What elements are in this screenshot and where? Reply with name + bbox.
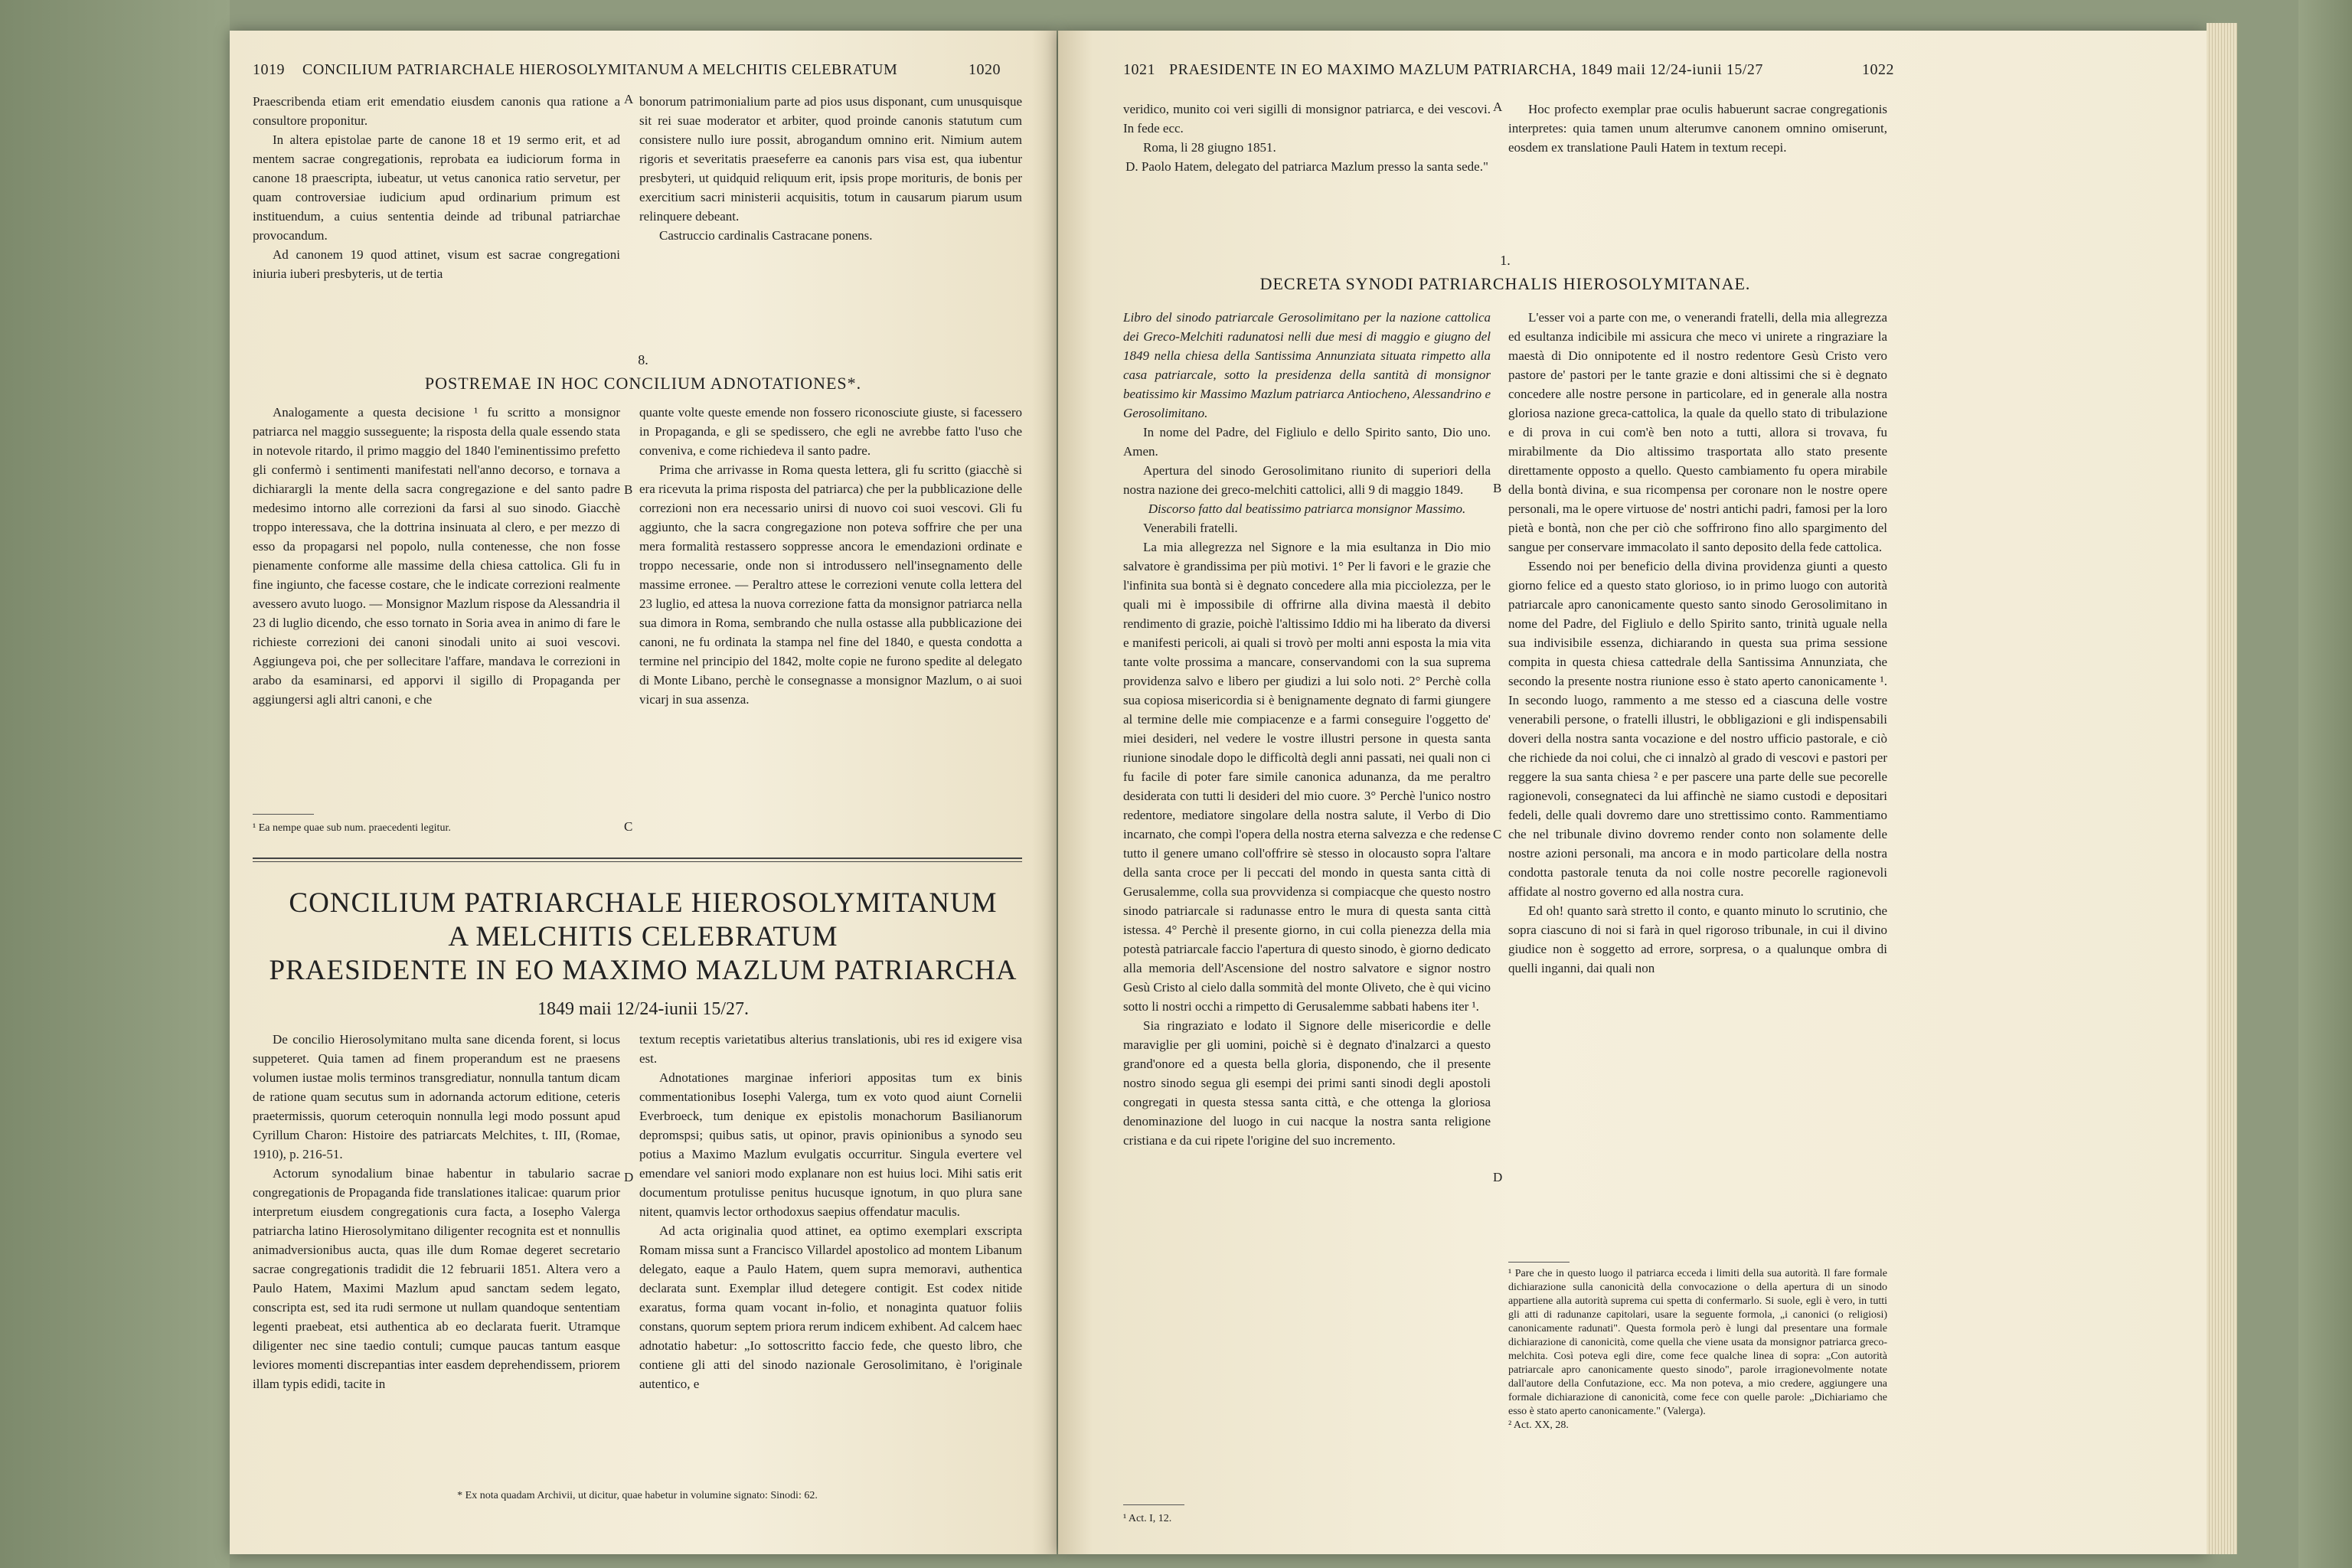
paragraph: La mia allegrezza nel Signore e la mia esultanza in Dio mio salvatore è grandissima per più motivi. 1° Per li favori e le grazie che l'infinita sua bontà si è degnato concedere alla mia picciolezza, per le quali mi è impossibile di offrirne alla divina maestà il debito rendimento di grazie, poichè l'altissimo Iddio mi ha liberato da diversi e manifesti pericoli, ai quali si trovò per molti anni esposta la mia vita tante volte prossima a mancare, conservandomi con la sua suprema providenza salvo e libero per giudizi a lui solo noti. 2° Perchè colla sua copiosa misericordia si è benignamente degnato di farmi giungere al termine delle mie compiacenze e a farmi conseguire l'oggetto de' miei desideri, nel vedere le vostre illustri persone in questa santa riunione sinodale dopo le difficoltà degli anni passati, nei quali non ci fu facile di poter fare simile canonica adunanza, da me peraltro desiderata con tutti li desideri del mio cuore. 3° Perchè l'unico nostro redentore, mediatore singolare della nostra salute, il Verbo di Dio incarnato, che compì l'opera della nostra eterna salvezza e che redense tutto il genere umano coll'offrire sè stesso in olocausto sopra l'altare della santa croce per li peccati del mondo in questa santa città di Gerusalemme, colla sua provvidenza si compiacque che questo nostro sinodo patriarcale si radunasse entro le mura di questa santa città istessa. 4° Perchè il presente giorno, in cui colla pienezza della mia potestà patriarcale faccio l'apertura di questo sinodo, è giorno dedicato alla memoria dell'Ascensione del nostro salvatore e signor nostro Gesù Cristo al cielo dalla sommità del monte Oliveto, che è qui vicino sotto li nostri occhi a rimpetto di Gerusalemme sabbati habens iter ¹. (1123, 540, 1491, 1014)
concilium-title (230, 887, 1057, 988)
paragraph: Ad acta originalia quod attinet, ea optimo exemplari exscripta Romam missa sunt a Francisco Villardel apostolico ad montem Libanum delegato, eaque a Paulo Hatem, quem supra memoravi, authentica declarata sunt. Exemplar illud detegere contigit. Est codex nitide exaratus, forma quam vocant in-folio, et nonaginta quatuor foliis constans, quorum septem priora rerum indicem exhibent. Ad calcem haec adnotatio habetur: „Io sottoscritto faccio fede, che questo libro, che contiene gli atti del sinodo nazionale Gerosolimitano, è l'originale autentico, e (639, 1223, 1022, 1391)
title-line: A MELCHITIS CELEBRATUM (448, 921, 838, 952)
right-top-column-1 (1123, 100, 1491, 176)
right-running-title: PRAESIDENTE IN EO MAXIMO MAZLUM PATRIARCHA, 1849 maii 12/24-iunii 15/27 (1169, 61, 1763, 78)
background-right (2298, 0, 2352, 1568)
margin-letter-c: C (624, 819, 633, 834)
margin-letter-b: B (624, 482, 633, 497)
section-number-1: 1. (1500, 253, 1511, 268)
paragraph: In altera epistolae parte de canone 18 et 19 sermo erit, et ad mentem sacrae congregationis, reprobata ea iudiciorum forma in canone 18 praescripta, iubeatur, ut vetus canonica ratio servetur, per quam controversiae iudicium apud ordinarium primum est instituendum, a cuius sententia deinde ad tribunal patriarchae provocandum. (253, 132, 620, 243)
paragraph: veridico, munito coi veri sigilli di monsignor patriarca, e dei vescovi. In fede ecc. (1123, 102, 1491, 136)
paragraph: Venerabili fratelli. (1143, 521, 1238, 535)
paragraph: Prima che arrivasse in Roma questa lettera, gli fu scritto (giacchè si era ricevuta la prima risposta del patriarca) che per la pubblicazione delle correzioni non era necessario unirsi di nuovo coi suoi vescovi. Gli fu aggiunto, che la sacra congregazione non poteva soffrire che per una mera formalità restassero soppresse ancora le emendazioni ordinate e troppo necessarie, onde non si introdussero nell'insegnamento delle massime erronee. — Peraltro attese le correzioni venute colla lettera del 23 luglio, ed attesa la nuova correzione fatta da monsignor patriarca nella sua dimora in Roma, sembrando che nulla ostasse alla pubblicazione dei canoni, ne fu ordinata la stampa nel fine del 1840, e questa condotta a termine nel principio del 1842, molte copie ne furono spedite al delegato di Monte Libano, perchè le consegnasse a monsignor Mazlum, o ai suoi vicarj in sua assenza. (639, 462, 1022, 707)
right-top-column-2 (1508, 100, 1887, 157)
right-page-number-2: 1022 (1862, 61, 1894, 78)
title-line: PRAESIDENTE IN EO MAXIMO MAZLUM PATRIARCHA (269, 955, 1018, 986)
sec8-column-2 (639, 403, 1022, 709)
col2-footnotes (1508, 1267, 1887, 1432)
margin-letter-d: D (1493, 1170, 1503, 1184)
left-top-column-1 (253, 92, 620, 283)
left-top-column-2 (639, 92, 1022, 245)
paragraph: Essendo noi per beneficio della divina providenza giunti a questo giorno felice ed a questo stato glorioso, io in primo luogo con autorità patriarcale apro canonicamente questo santo sinodo Gerosolimitano in nome del Padre, del Figliulo e dello Spirito santo, trinità uguale nella sua indivisibile essenza, dichiarando in questa sua prima sessione compita in questa chiesa cattedrale della Santissima Annunziata, che secondo la presente nostra riunione esso è stato aperto canonicamente ¹. In secondo luogo, rammento a me stesso ed a ciascuna delle vostre venerabili persone, o fratelli illustri, le obbligazioni e gli indispensabili doveri della nostra santa vocazione e del nostro ufficio pastorale, e ciò che richiede da noi colui, che ci innalzò al grado di vescovi e pastori per reggere la sua santa chiesa ² e per pascere una parte delle sue pecorelle ragionevoli, consegnateci da lui affinchè ne siamo custodi e depositari fedeli, delle quali dovremo dare uno strettissimo conto. Rammentiamo che nel tribunale divino dovremo render conto non solamente delle nostre azioni personali, ma ancora e in modo particolare della nostra condotta pastorale tenuta da noi colle nostre pecorelle ragionevoli affidate al nostro governo ed alla nostra cura. (1508, 559, 1887, 899)
paragraph: Sia ringraziato e lodato il Signore delle misericordie e delle maraviglie per gli uomini, poichè si è degnato d'inalzarci a questo grand'onore ed a questa bella gloria, disponendo, che il presente nostro sinodo segua gli esempi dei primi santi sinodi degli apostoli congregati in questa stessa santa città, e che ottenga la gloriosa denominazione del luogo in cui nacque la nostra santa religione cristiana e da cui ripete l'origine del suo incremento. (1123, 1018, 1491, 1148)
sec8-column-1 (253, 403, 620, 709)
margin-letter-d: D (624, 1170, 634, 1184)
section-title-1: DECRETA SYNODI PATRIARCHALIS HIEROSOLYMITANAE. (1259, 274, 1751, 293)
paragraph: quante volte queste emende non fossero riconosciute giuste, si facessero in Propaganda, e gli se spedissero, che egli ne avrebbe fatto l'uso che conveniva, e come richiedeva il santo padre. (639, 405, 1022, 458)
sec8-footnote: ¹ Ea nempe quae sub num. praecedenti legitur. (253, 822, 451, 834)
paragraph: Analogamente a questa decisione ¹ fu scritto a monsignor patriarca nel maggio susseguente; la risposta della quale essendo stata in notevole ritardo, il primo maggio del 1840 l'eminentissimo prefetto gli confermò i sentimenti manifestati nell'anno decorso, e tornava a dichiarargli la mente della sacra congregazione e del santo padre medesimo intorno alle correzioni da farsi al suo sinodo. Giacchè troppo interessava, che la dottrina insinuata al clero, e per mezzo di esso da propagarsi nel popolo, nulla contenesse, che non fosse pienamente conforme alle massime della chiesa cattolica. Gli fu in fine ingiunto, che facesse costare, che le indicate correzioni realmente avessero avuto luogo. — Monsignor Mazlum rispose da Alessandria il 23 di luglio dicendo, che esso tornato in Soria avea in animo di fare le richieste correzioni dei canoni sinodali unito ai suoi vescovi. Aggiungeva poi, che per sollecitare l'affare, mandava le correzioni in arabo da esaminarsi, ed apporvi il sigillo di Propaganda per aggiungersi agli altri canoni, e che (253, 405, 620, 707)
signature: D. Paolo Hatem, delegato del patriarca Mazlum presso la santa sede." (1125, 159, 1488, 174)
intro-column-1 (253, 1030, 620, 1393)
paragraph: L'esser voi a parte con me, o venerandi fratelli, della mia allegrezza ed esultanza indicibile mi assicura che meco vi unirete a ringraziare la maestà di Dio onnipotente ed il nostro redentore Gesù Cristo vero pastore de' pastori per le tante grazie e doni altissimi che si è degnato concedere alle nostre persone in particolare, ed in generale alla nostra gloriosa nazione greca-cattolica, la quale da quello stato di tribulazione e di prova in cui com'è ben noto a tutti, allora si trovava, fu mirabilmente da Dio altissimo trasportata allo stato presente direttamente opposto a quello. Questo cambiamento fu opera mirabile della bontà divina, e sua ricompensa per coronare non le nostre opere personali, ma le opere virtuose de' nostri antichi padri, famosi per la loro pietà e bontà, non che per ciò che soffrirono fino allo spargimento del sangue per conservare immacolato il santo deposito della fede cattolica. (1508, 310, 1887, 554)
background-left (0, 0, 230, 1568)
title-line: CONCILIUM PATRIARCHALE HIEROSOLYMITANUM (289, 887, 998, 919)
right-page-number: 1021 (1123, 61, 1155, 78)
paragraph: Ed oh! quanto sarà stretto il conto, e quanto minuto lo scrutinio, che sopra ciascuno di noi si farà in quel rigoroso tribunale, in cui il divino giudice non è soggetto ad errore, sorpresa, o a qualunque ombra di quelli inganni, dai quali non (1508, 903, 1887, 975)
left-page (230, 31, 1057, 1554)
discourse-heading: Discorso fatto dal beatissimo patriarca monsignor Massimo. (1148, 501, 1466, 516)
synod-book-heading: Libro del sinodo patriarcale Gerosolimitano per la nazione cattolica dei Greco-Melchiti radunatosi nelli due mesi di maggio e giugno del 1849 nella chiesa della Santissima Annunziata situata rimpetto alla casa patriarcale, sotto la presidenza della santità di monsignor beatissimo kir Massimo Mazlum patriarca Antiocheno, Alessandrino e Gerosolimitano. (1123, 310, 1491, 420)
right-page (1058, 31, 2207, 1554)
bottom-footnote: * Ex nota quadam Archivii, ut dicitur, quae habetur in volumine signato: Sinodi: 62. (457, 1490, 818, 1501)
paragraph: De concilio Hierosolymitano multa sane dicenda forent, si locus suppeteret. Quia tamen ad finem properandum est ne praesens volumen iustae molis terminos transgrediatur, nonnulla tantum dicam de ratione quam secutus sum in adornanda actorum editione, ceteris praetermissis, quorum ceteroquin nonnulla legi modo possunt apud Cyrillum Charon: Histoire des patriarcats Melchites, t. III, (Romae, 1910), p. 216-51. (253, 1032, 620, 1161)
page-edges (2207, 23, 2237, 1554)
left-page-number: 1019 (253, 61, 285, 78)
paragraph: bonorum patrimonialium parte ad pios usus disponant, cum unusquisque sit rei suae moderator et arbiter, quod proinde canonis statutum cum consistere nullo iure possit, abrogandum omnino erit. Nimium autem rigoris et severitatis praeseferre ea canonis pars visa est, qua iubentur presbyteri, ut quidquid reliquum erit, ipsis prope morituris, de bonis per exercitium sacri ministerii acquisitis, totum in causarum piarum usum relinquere debeant. (639, 94, 1022, 224)
paragraph: In nome del Padre, del Figliulo e dello Spirito santo, Dio uno. Amen. (1123, 425, 1491, 459)
footnote-rule (1508, 1262, 1570, 1263)
section-divider (253, 858, 1022, 859)
margin-letter-b: B (1493, 481, 1502, 495)
paragraph: Ad canonem 19 quod attinet, visum est sacrae congregationi iniuria iuberi presbyteris, ut de tertia (253, 247, 620, 281)
margin-letter-a: A (1493, 100, 1503, 114)
section-title-8: POSTREMAE IN HOC CONCILIUM ADNOTATIONES*. (424, 374, 862, 393)
right-main-column-2 (1508, 308, 1887, 978)
paragraph: Actorum synodalium binae habentur in tabulario sacrae congregationis de Propaganda fide translationes italicae: quarum prior interpretum eiusdem congregationis cura facta, a Iosepho Valerga patriarcha latino Hierosolymitano diligenter recognita est et nonnullis animadversionibus aucta, quas ille dum Romae degeret secretario sacrae congregationis tradidit die 12 februarii 1851. Altera vero a Paulo Hatem, Maximi Mazlum apud sanctam sedem legato, conscripta est, sed ita rudi sermone ut nullam quandoque sententiam legenti praebeat, etsi authentica ab eo declarata fuerit. Utramque diligenter nec sine taedio contuli; cumque paucas tantum easque leviores momenti discrepantias inter easdem deprehendissem, priorem illam typis edidi, tacite in (253, 1166, 620, 1391)
left-running-title: CONCILIUM PATRIARCHALE HIEROSOLYMITANUM A MELCHITIS CELEBRATUM (302, 61, 898, 78)
footnote: ² Act. XX, 28. (1508, 1419, 1569, 1431)
margin-letter-a: A (624, 92, 634, 106)
right-main-column-1 (1123, 308, 1491, 1150)
col1-footnote: ¹ Act. I, 12. (1123, 1513, 1172, 1524)
paragraph: Praescribenda etiam erit emendatio eiusdem canonis qua ratione a consultore proponitur. (253, 94, 620, 128)
footnote-rule (1123, 1504, 1184, 1505)
section-number-8: 8. (638, 352, 648, 368)
section-divider-thin (253, 861, 1022, 862)
paragraph: Roma, li 28 giugno 1851. (1143, 140, 1276, 155)
intro-column-2 (639, 1030, 1022, 1393)
margin-letter-c: C (1493, 827, 1502, 841)
signature: Castruccio cardinalis Castracane ponens. (659, 228, 873, 243)
footnote: ¹ Pare che in questo luogo il patriarca ecceda i limiti della sua autorità. Il fare formale dichiarazione sulla canonicità della convocazione o della apertura di un sinodo appartiene alla autorità suprema cui spetta di confermarlo. Si suole, egli è vero, in tutti gli atti di radunanze capitolari, usare la seguente formola, „i canonici (o religiosi) canonicamente radunati". Questa formola però è lungi dal presentare una formale dichiarazione di canonicità, come quella che viene usata da monsignor patriarca greco-melchita. Così poteva egli dire, come fece qualche linea di sopra: „Con autorità patriarcale apro canonicamente questo sinodo", parole irragionevolmente notate dall'autore della Confutazione, ecc. Ma non poteva, a mio credere, aggiungere una formale dichiarazione di canonicità, come fece con quelle parole: „Dichiariamo che esso è stato aperto canonicamente." (Valerga). (1508, 1268, 1887, 1417)
concilium-date: 1849 maii 12/24-iunii 15/27. (537, 999, 749, 1019)
paragraph: Hoc profecto exemplar prae oculis habuerunt sacrae congregationis interpretes: quia tamen unum alterumve canonem omnino omiserunt, eosdem ex translatione Pauli Hatem in textum recepi. (1508, 102, 1887, 155)
left-page-number-2: 1020 (969, 61, 1001, 78)
footnote-rule (253, 814, 314, 815)
paragraph: textum receptis varietatibus alterius translationis, ubi res id exigere visa est. (639, 1032, 1022, 1066)
paragraph: Apertura del sinodo Gerosolimitano riunito di superiori della nostra nazione dei greco-melchiti cattolici, alli 9 di maggio 1849. (1123, 463, 1491, 497)
paragraph: Adnotationes marginae inferiori appositas tum ex binis commentationibus Iosephi Valerga, tum ex voto quod aiunt Cornelii Everbroeck, tum denique ex epistolis monachorum Basilianorum depromspsi; quibus satis, ut opinor, pravis opinionibus a synodo seu potius a Maximo Mazlum evulgatis occurritur. Singula evertere vel emendare vel saniori modo explanare non est huius loci. Mihi satis erit documentum protulisse penitus hucusque ignotum, in quo plura sane nitent, quamvis lector orthodoxus saepius offendatur maculis. (639, 1070, 1022, 1219)
